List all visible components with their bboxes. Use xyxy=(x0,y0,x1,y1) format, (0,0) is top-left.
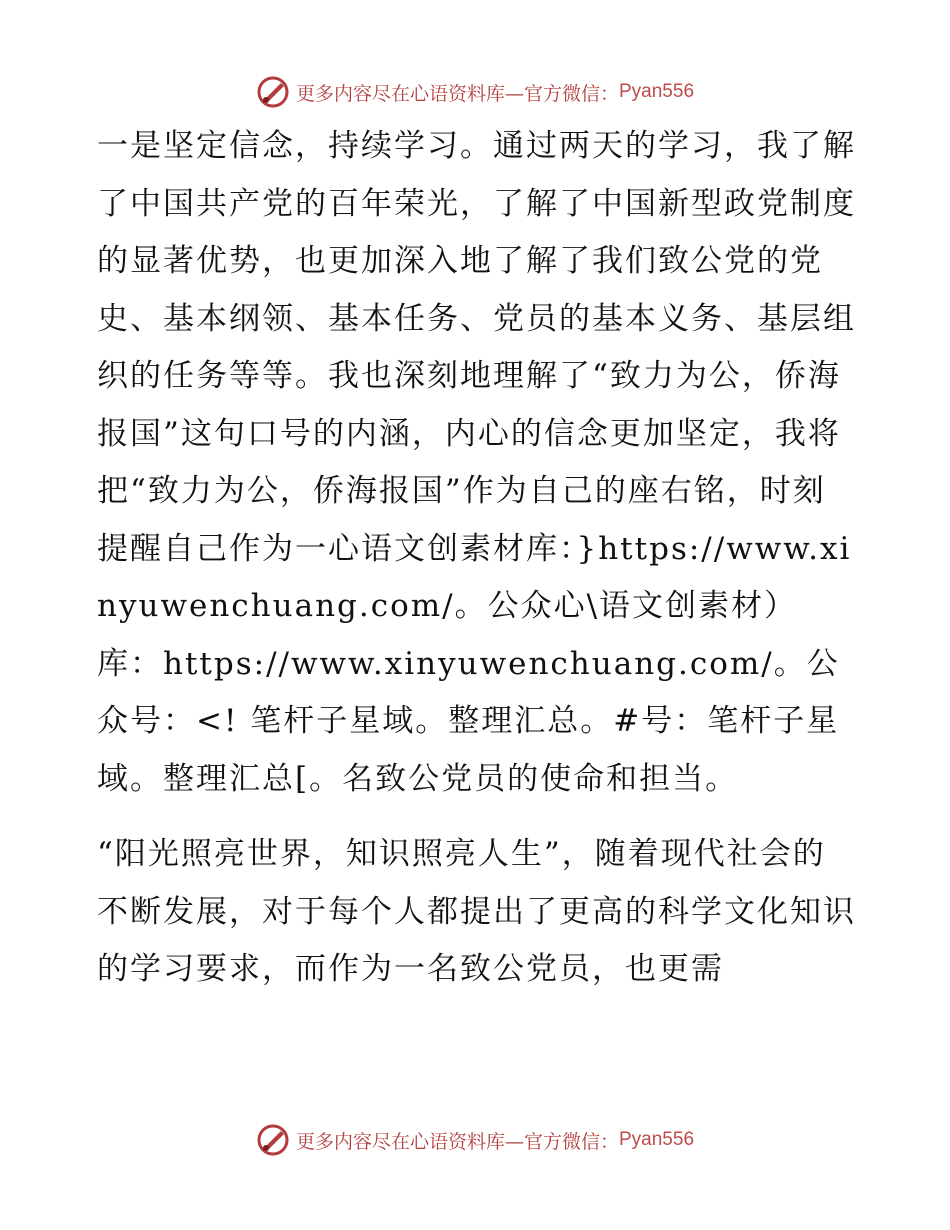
brush-logo-icon xyxy=(256,1123,290,1157)
header-watermark-id: Pyan556 xyxy=(619,81,695,102)
footer-watermark xyxy=(0,1120,950,1160)
document-body xyxy=(97,118,857,999)
footer-watermark-id: Pyan556 xyxy=(619,1129,695,1150)
paragraph-1: 一是坚定信念，持续学习。通过两天的学习，我了解了中国共产党的百年荣光，了解了中国新型政党制度的显著优势，也更加深入地了解了我们致公党的党史、基本纲领、基本任务、党员的基本义务、基层组织的任务等等。我也深刻地理解了“致力为公，侨海报国”这句口号的内涵，内心的信念更加坚定，我将把“致力为公，侨海报国”作为自己的座右铭，时刻提醒自己作为一心语文创素材库：}https://www.xinyuwenchuang.com/。公众心\语文创素材）库：https://www.xinyuwenchuang.com/。公众号：<! 笔杆子星域。整理汇总。#号：笔杆子星域。整理汇总[。名致公党员的使命和担当。 xyxy=(97,128,856,797)
footer-watermark-text: 更多内容尽在心语资料库—官方微信： xyxy=(295,1130,619,1153)
header-watermark xyxy=(0,72,950,112)
paragraph-2: “阳光照亮世界，知识照亮人生”，随着现代社会的不断发展，对于每个人都提出了更高的科学文化知识的学习要求，而作为一名致公党员，也更需 xyxy=(97,836,856,987)
brush-logo-icon xyxy=(256,75,290,109)
header-watermark-text: 更多内容尽在心语资料库—官方微信： xyxy=(295,82,619,105)
